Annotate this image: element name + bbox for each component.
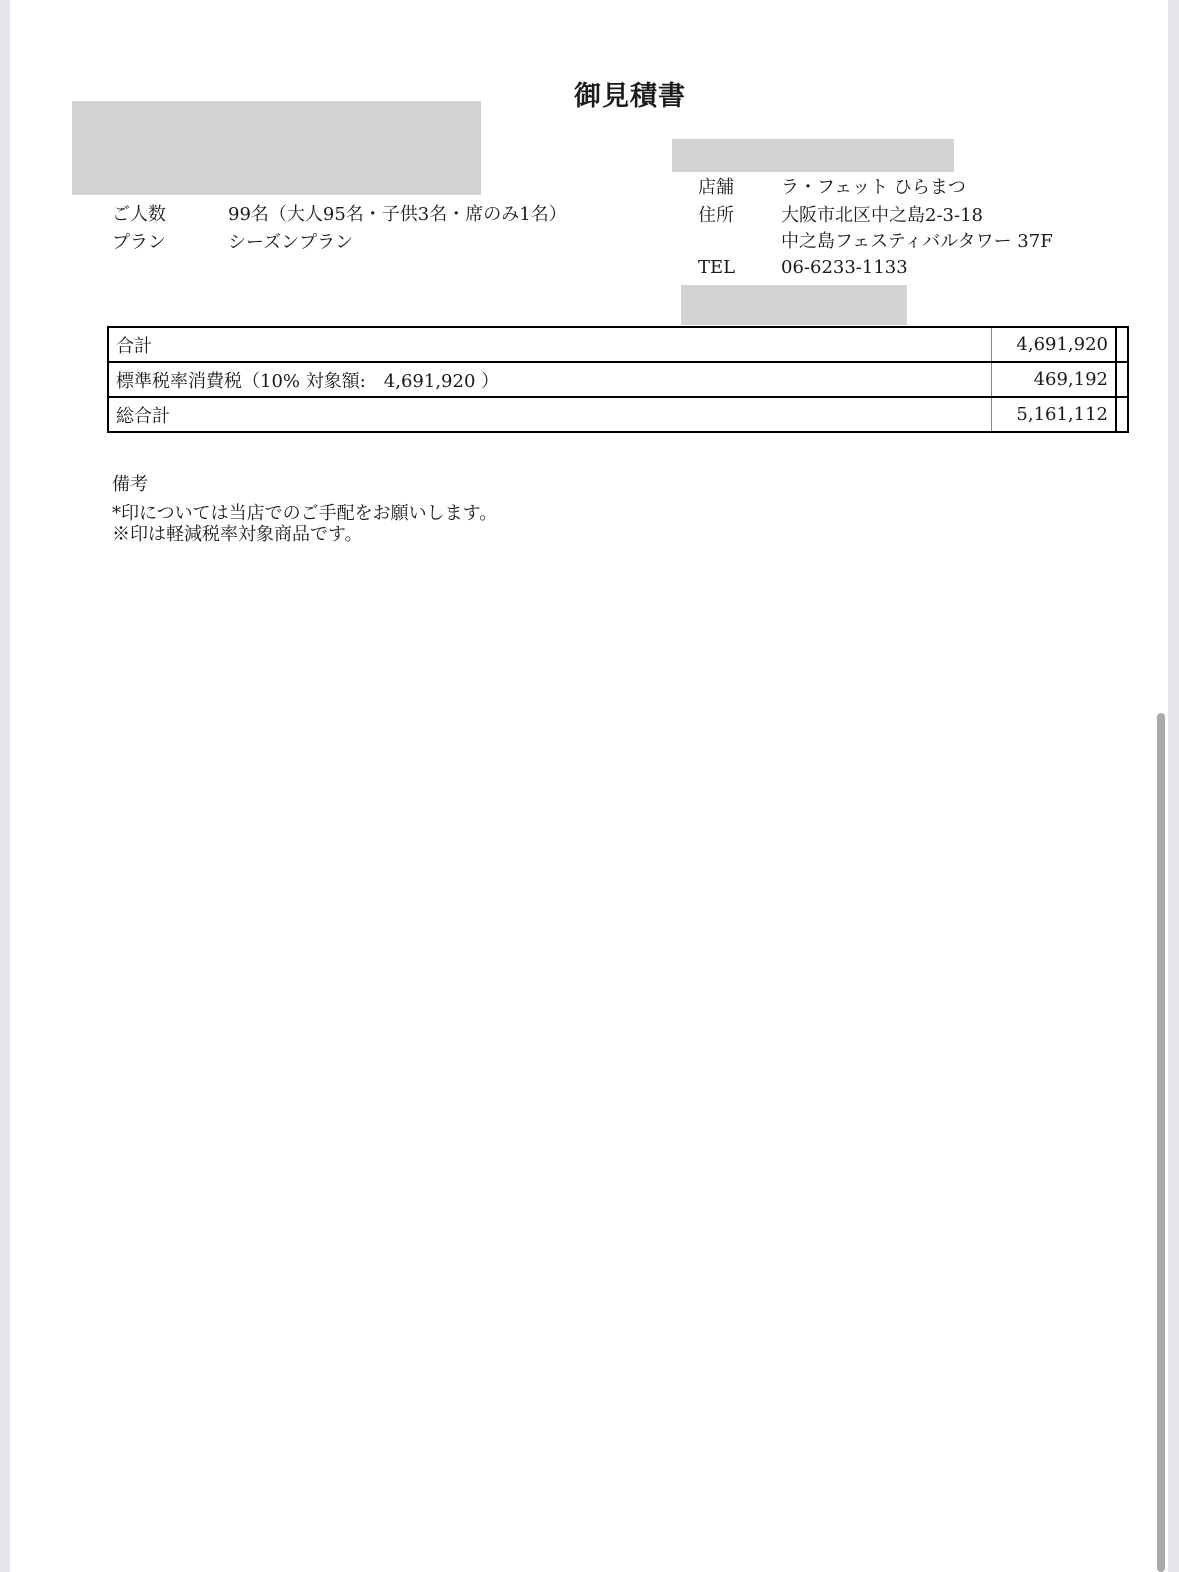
grand-total-blank-cell — [1116, 397, 1128, 432]
notes-line-1: *印については当店でのご手配をお願いします。 — [112, 503, 498, 524]
subtotal-label: 合計 — [108, 327, 992, 362]
store-value: ラ・フェット ひらまつ — [781, 177, 966, 198]
table-row — [108, 327, 1128, 362]
tax-label: 標準税率消費税（10% 対象額: 4,691,920 ） — [108, 362, 992, 397]
tel-label: TEL — [698, 257, 736, 278]
notes-line-2: ※印は軽減税率対象商品です。 — [112, 524, 363, 545]
tax-amount: 469,192 — [992, 362, 1117, 397]
address-label: 住所 — [698, 205, 734, 226]
table-row — [108, 362, 1128, 397]
notes-heading: 備考 — [112, 474, 148, 495]
totals-table — [107, 326, 1129, 433]
address-line1: 大阪市北区中之島2-3-18 — [781, 205, 983, 226]
document-page — [10, 0, 1168, 1572]
tax-blank-cell — [1116, 362, 1128, 397]
plan-value: シーズンプラン — [228, 232, 354, 253]
grand-total-label: 総合計 — [108, 397, 992, 432]
guests-label: ご人数 — [112, 204, 166, 225]
tel-value: 06-6233-1133 — [781, 257, 908, 278]
table-row — [108, 397, 1128, 432]
subtotal-amount: 4,691,920 — [992, 327, 1117, 362]
address-line2: 中之島フェスティバルタワー 37F — [781, 231, 1053, 252]
plan-label: プラン — [112, 232, 166, 253]
redacted-customer-block — [72, 101, 481, 195]
document-title: 御見積書 — [574, 81, 686, 112]
notes-section — [112, 474, 497, 545]
store-label: 店舗 — [698, 177, 734, 198]
grand-total-amount: 5,161,112 — [992, 397, 1117, 432]
guests-value: 99名（大人95名・子供3名・席のみ1名） — [228, 204, 567, 225]
redacted-header-block — [672, 139, 954, 172]
redacted-stamp-block — [681, 285, 907, 325]
subtotal-blank-cell — [1116, 327, 1128, 362]
vertical-scrollbar[interactable] — [1157, 713, 1165, 1572]
